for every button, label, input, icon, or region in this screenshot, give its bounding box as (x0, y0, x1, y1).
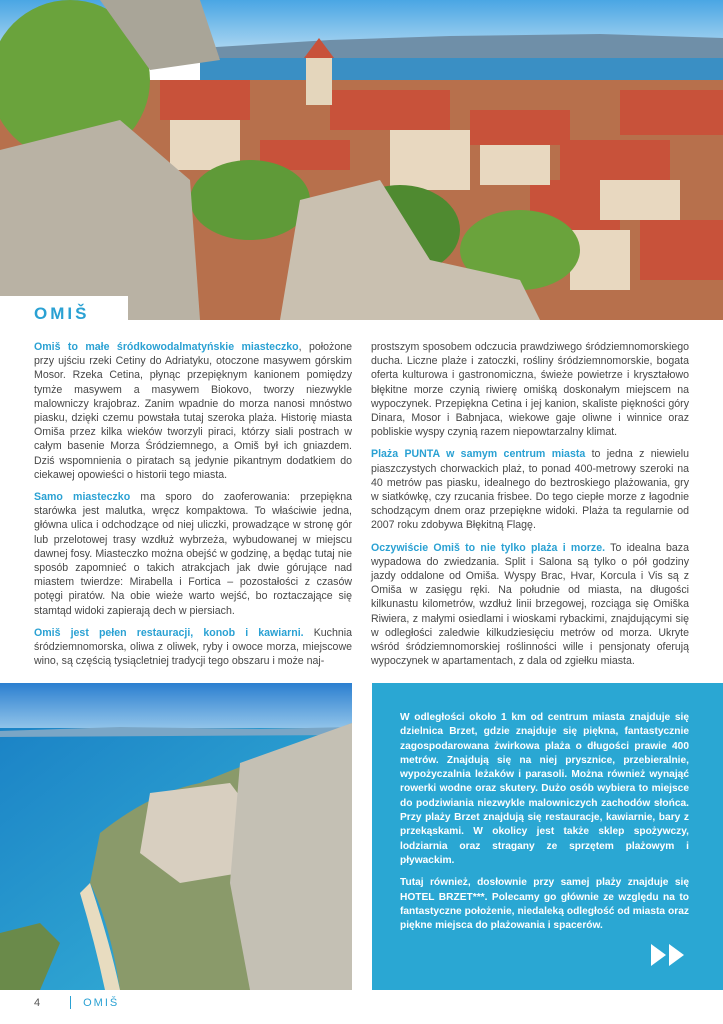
paragraph-lead: Omiš jest pełen restauracji, konob i kawiarni. (34, 626, 304, 639)
paragraph (34, 340, 352, 482)
page-footer (34, 996, 119, 1009)
double-chevron-right-icon[interactable] (651, 944, 687, 966)
paragraph-text: to jedna z niewielu piaszczystych chorwackich plaż, to ponad 400-metrowy szeroki na 40 metrów pas piasku, idealnego do beztroskiego plażowania, gry w siatkówkę, czy rzucania frisbee. Do tego ciepłe morze z łagodnie schodzącym dnem oraz przepiękne widoki. Plaża ta regularnie od 2007 roku zdobywa Błękitną Flagę. (371, 448, 689, 532)
paragraph-text: , położone przy ujściu rzeki Cetiny do Adriatyku, otoczone masywem górskim Mosor. Rzeka Cetina, płynąc przepięknym kanionem pomiędzy tymże masywem a masywem Biokovo, tworzy niezwykle malowniczy krajobraz. Zanim wpadnie do morza nanosi mnóstwo piasku, dzięki czemu powstała tutaj szeroka plaża. Historię miasta Omiša przez kilka wieków tworzyli piraci, którzy siali postrach w całym basenie Morza Śródziemnego, a Omiš był ich gniazdem. Dziś wspomnienia o piratach są jedynie pikantnym dodatkiem do ciekawej opowieści o historii tego miasta. (34, 341, 352, 481)
info-paragraph: W odległości około 1 km od centrum miasta znajduje się dzielnica Brzet, gdzie znajduje się piękna, fantastycznie zagospodarowana żwirkowa plaża o długości prawie 400 metrów. Znajdują się na niej prysznice, przebieralnie, wypożyczalnia leżaków i parasoli. Można również wynająć rowerki wodne oraz skutery. Dużo osób wybiera to miejsce do podziwiania niezwykle malowniczych zachodów słońca. Przy plaży Brzet znajdują się restauracje, kawiarnie, bary z przekąskami. W okolicy jest także sklep spożywczy, lodziarnia oraz stragany ze sprzętem plażowym i pływackim. (400, 712, 689, 866)
paragraph-lead: Omiš to małe śródkowodalmatyńskie miasteczko (34, 341, 299, 353)
paragraph-text: Kuchnia śródziemnomorska, oliwa z oliwek, ryby i owoce morza, miejscowe wino, są częścią tysiącletniej tradycji tego obszaru i może naj- (34, 626, 352, 668)
page-number: 4 (34, 996, 41, 1009)
footer-divider (70, 996, 71, 1009)
paragraph-lead: Plaża PUNTA w samym centrum miasta (371, 448, 586, 461)
info-paragraph: Tutaj również, dosłownie przy samej plaży znajduje się HOTEL BRZET***. Polecamy go głównie ze względu na to fantastyczne położenie, niedaleką odległość od miasta oraz piękne miejsca do plażowania i spacerów. (400, 877, 689, 932)
left-text-column (34, 340, 352, 676)
paragraph (34, 490, 352, 618)
right-text-column (371, 340, 689, 676)
paragraph (371, 541, 689, 669)
paragraph-text: prostszym sposobem odczucia prawdziwego śródziemnomorskiego ducha. Liczne plaże i zatoczki, rośliny śródziemnomorskie, bogata oferta kulturowa i gastronomiczna, świeże powietrze i kryształowo błękitne morze czynią riwierę omiśką doskonałym miejscem na wypoczynek. Przepiękna Cetina i jej kanion, skaliste piękności góry Dinara, Mosor i Babnjaca, wiekowe gaje oliwne i winnice oraz pobliskie wyspy czynią razem niepowtarzalny klimat. (371, 341, 689, 439)
hero-photo-omis-old-town (0, 0, 723, 320)
page-title: OMIŠ (34, 304, 90, 323)
paragraph-lead: Samo miasteczko (34, 491, 131, 504)
footer-section-name: OMIŠ (83, 996, 120, 1009)
info-box-brzet (372, 683, 723, 990)
paragraph-lead: Oczywiście Omiš to nie tylko plaża i morze. (371, 541, 606, 554)
paragraph (371, 447, 689, 532)
paragraph-text: To idealna baza wypadowa do zwiedzania. Split i Salona są tylko o pół godziny jazdy oddalone od Omiša. Wyspy Brac, Hvar, Korcula i Vis są z Omiša w zasięgu ręki. Na południe od miasta, na długości kilkunastu kilometrów, wzdłuż linii brzegowej, rozciąga się Omiška Riwiera, z małymi osiedlami i wioskami rybackimi, znajdującymi się w odległości zaledwie kilkudziesięciu metrów od morza. Ukryte wśród śródziemnomorskiej roślinności wille i pensjonaty oferują wypoczynek w apartamentach, z dala od zgiełku miasta. (371, 541, 689, 668)
aerial-coast-photo (0, 683, 352, 990)
paragraph (34, 626, 352, 669)
paragraph-text: ma sporo do zaoferowania: przepiękna starówka jest malutka, wręcz kompaktowa. To właściwie jedna, główna ulica i odchodzące od niej uliczki, prowadzące w stronę gór lub przelotowej trasy wzdłuż wybrzeża, wybudowanej w miejscu dawnej fosy. Miasteczko można obejść w godzinę, a będąc tutaj nie sposób zapomnieć o takich atrakcjach jak dwie górujące nad miastem twierdze: Mirabella i Fortica – pozostałości z czasów potęgi piratów. Na obie wieże warto wejść, bo roztaczające się stamtąd widoki zapierają dech w piersiach. (34, 491, 353, 617)
paragraph (371, 340, 689, 439)
